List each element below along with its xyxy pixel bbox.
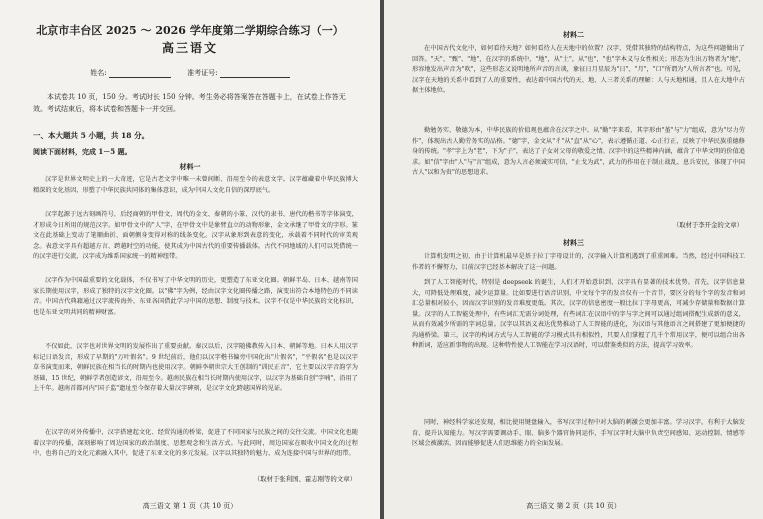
section-heading: 一、本大题共 5 小题，共 18 分。 <box>33 131 150 140</box>
material-3-label: 材料三 <box>563 238 584 247</box>
exam-notice: 本试卷共 10 页，150 分。考试时长 150 分钟。考生务必将答案答在答题卡上，在试卷上作答无效。考试结束后，将本试卷和答题卡一并交回。 <box>33 93 346 113</box>
ticket-label: 准考证号: <box>187 69 218 77</box>
material-1-source: （取材于张利国、霍志刚等的文章） <box>253 475 356 483</box>
exam-title: 北京市丰台区 2025 ～ 2026 学年度第二学期综合练习（一） <box>36 24 344 37</box>
page-footer: 高三语文 第 1 页（共 10 页） <box>142 502 238 510</box>
material-2-source: （取材于李开金的文章） <box>672 221 743 229</box>
candidate-info-row <box>0 68 380 78</box>
material-1-paragraph: 不仅如此，汉字也对世界文明的发展作出了重要贡献。秦汉以后，汉字随佛教传入日本、朝鲜等地。日本人用汉字标记日语发音，形成了早期的"万叶假名"。9 世纪前后，他们以汉字楷书偏旁中国化出"片假名"，"平假名"也是以汉字草书演变而来，朝鲜民族在相当长的时期内也使用汉字。朝鲜李朝世宗大王创制的"训民正音"，它主要以汉字音韵学为基础，15 世纪，朝鲜学者创造谚文，沿用至今。越南民族在相当长时期内使用汉字，以汉字为基础自创"字喃"，沿用了上千年。越南首都河内"国子监"遗址至今保存着大量汉字碑刻，是汉字文化跨越国界的见证。 <box>33 343 358 392</box>
material-1-label: 材料一 <box>179 162 201 171</box>
exam-subject: 高三语文 <box>161 41 218 55</box>
material-3-paragraph: 到了人工智能时代，特别是 deepseek 的诞生，人们才开始意识到，汉字具有显著的技术优势。首先，汉字信息量大，可降低处理难度，减少运算量。比如要进行语音识别，中文每个字的发音仅有一个音节，要区分的每个字的发音和词汇总量相对较小，因而汉字识别的发音难度更低。其次，汉字的信息密度一般比拉丁字母更高，可减少存储量和数据计算量。汉字的人工智能处理中，有些词汇无需分词处理，有些词汇在汉语中的字与字之间可以通过组词搭配生成新的意义，从而有效减少所需的字词总量。汉字以其语义表达优势推动了人工智能的进化，为汉语与其他语言之间搭建了更加便捷的沟通桥梁。第三，汉字的构词方式与人工智能的学习模式具有相似性，只要人们掌握了几千个常用汉字，便可以组合出各种新词，适应新事物的出现。这种特性使人工智能在学习汉语时，可以借鉴类似的方法，提高学习效率。 <box>412 279 745 349</box>
material-3-paragraph: 计算机发明之初，由于计算机最早是基于拉丁字母设计的，汉字输入计算机遇到了重重困难。当然，经过中国科技工作者的不懈努力，目前汉字已经基本解决了这一问题。 <box>412 253 745 271</box>
material-2-label: 材料二 <box>563 30 584 39</box>
material-3-paragraph: 同时，神经科学家还发现，相比使用键盘输入，书写汉字过程中对大脑的刺激会更加丰富。学习汉字，有利于大脑发育、提升认知能力。写汉字需要调动手、眼、脑多个器官协同运作，手写汉字时大脑中负责空间感知、运动控制、情感等区域会被激活，因而能够促进人们思维能力的全面发展。 <box>412 419 745 447</box>
ticket-blank <box>220 69 290 78</box>
exam-page-1 <box>0 0 380 519</box>
reading-direction: 阅读下面材料，完成 1－5 题。 <box>33 147 132 156</box>
page-footer: 高三语文 第 2 页（共 10 页） <box>526 502 621 510</box>
material-2-paragraph: 在中国古代文化中，如何看待天地？如何看待人在天地中的位置？汉字，凭借其独特的结构特点，为这些问题做出了回答。"天"、"甄"、"地"，在汉字的系统中，"地"，从"土"，从"也"，"也"字本义与女性相关；形态为生出万物者为"地"，形容地发出声音为"吹"，这些形态又说明地所声音的言谈，象征日月星辰为"日"、"月"，"口"所谓为"人所言者"也。可见，汉字在天地的关系中看到了人的重要性，表达着中国古代的天、地、人三者关系的理解：人与天地相通，且人在大地中占据主体地位。 <box>412 45 745 94</box>
material-1-paragraph: 在汉字的对外传播中，汉字搭建起文化、经贸沟通的桥梁，促进了不同国家与民族之间的交往交流。中国文化也随着汉字的传播，深刻影响了周边国家的政治制度、思想观念和生活方式。与此同时，周边国家在吸收中国文化的过程中，也将自己的文化元素融入其中，促进了东亚文化的多元发展。汉字以其独特的魅力，成为连接中国与世界的纽带。 <box>33 429 358 457</box>
material-2-paragraph: 勤勉务实、敬德为本，中华民族的价值观也蕴含在汉字之中。从"勤"字来看，其字形由"堇"与"力"组成，意为"尽力劳作"，体现出古人勤劳务实的品格。"德"字，金文从"彳"从"直"从"心"，表示遵循正道、心正行正，反映了中华民族重德修身的传统。"孝"字上为"老"，下为"子"，表达了子女对父母的敬爱之情。汉字中的这些精神内涵，蕴含了中华文明的价值追求。如"信"字由"人"与"言"组成，意为人言必须诚实可信，"止戈为武"，武力的作用在于制止战乱、息兵安民，体现了中国古人"以和为贵"的思想追求。 <box>412 127 745 176</box>
material-1-paragraph: 汉字起源于远古刻画符号，后经商朝的甲骨文、周代的金文、秦朝的小篆、汉代的隶书、唐代的楷书等字体演变，才形成今日所用的规范汉字。如甲骨文中的"人"字，在甲骨文中是象臂直立的动物形象，金文承继了甲骨文的字形。篆文在此基础上变动了笔顺曲折、面朝侧身变得对称的线条变化。汉字从象形到表意的变化，承载着不同时代的审美观念。表意文字具有超越方言、跨越时空的功能，使其成为中国古代的重要传播载体。古代不同地域的人们可以凭借统一的汉字进行交流，汉字成为维系国家统一的精神纽带。 <box>33 211 358 260</box>
exam-page-2 <box>384 0 763 519</box>
name-label: 姓名: <box>90 69 107 77</box>
name-blank <box>109 69 171 78</box>
material-1-paragraph: 汉字是世界文明史上的一大奇迹，它是古老文字中唯一未曾间断、沿用至今的表意文字。汉字蕴藏着中华民族博大精深的文化基因，形塑了中华民族共同体的集体意识，成为中国人文化自信的深厚底气。 <box>33 176 358 194</box>
material-1-paragraph: 汉字作为中国最重要的文化载体，不仅书写了中华文明的历史，更塑造了东亚文化圈。朝鲜半岛、日本、越南等国家长期使用汉字，形成了独特的汉字文化圈。以"佛"字为例，经由汉字文化圈传播之路，演变出符合本地特色的不同读音。中国古代典籍通过汉字流传海外，东亚各国借此学习中国的思想、制度与技术。汉字不仅是中华民族的文化标识，也是东亚文明共同的精神财富。 <box>33 277 358 316</box>
